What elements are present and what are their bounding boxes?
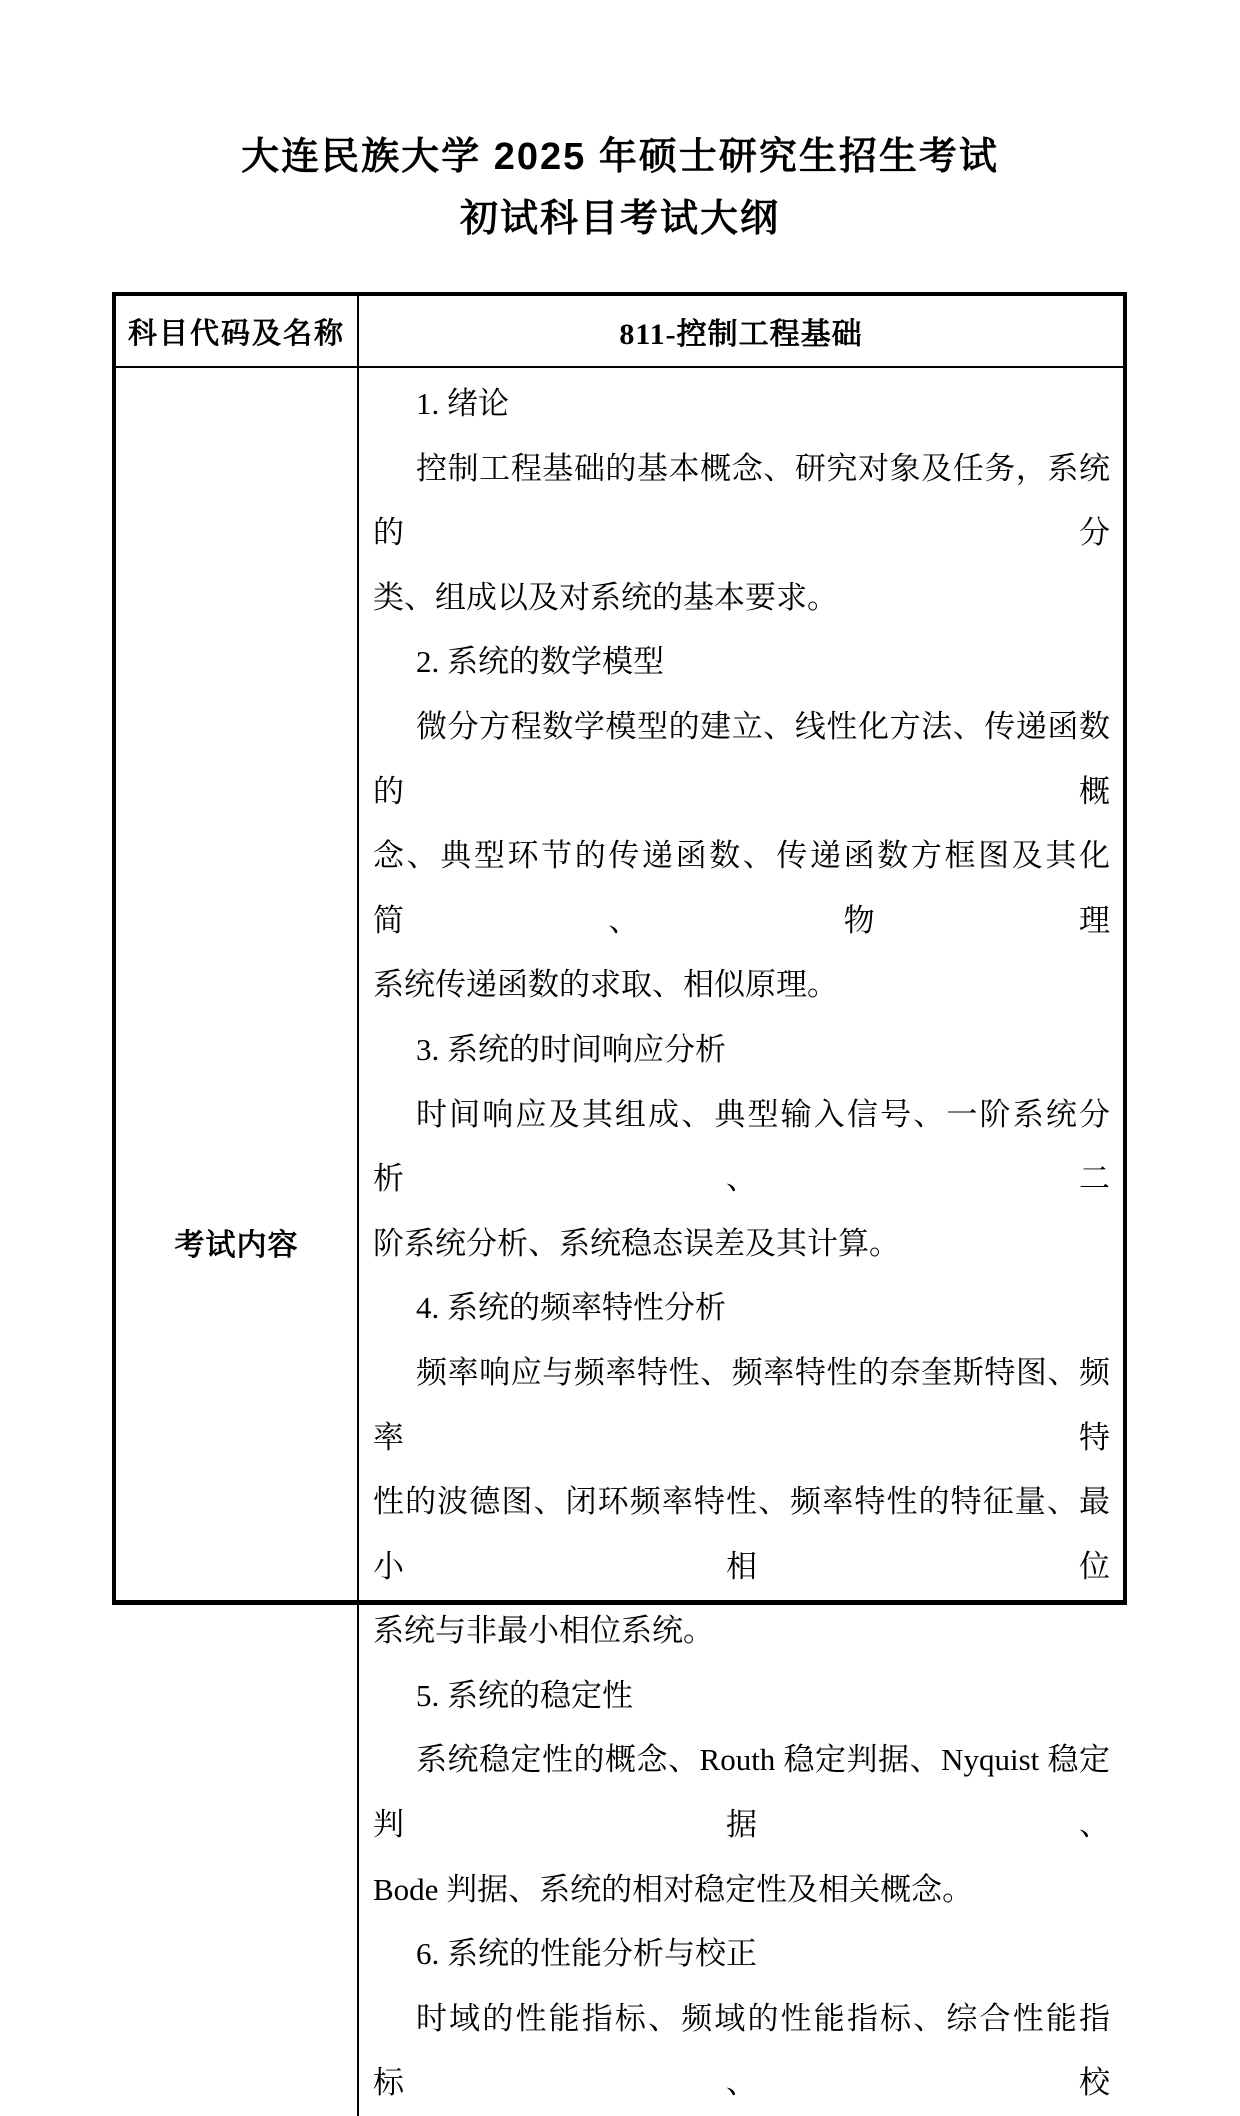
content-line: 念、典型环节的传递函数、传递函数方框图及其化简、物理 [373,838,1110,938]
subject-code-header-label: 科目代码及名称 [127,317,345,350]
content-line: 1. 绪论 [416,386,509,421]
content-line: 6. 系统的性能分析与校正 [416,1936,757,1972]
content-line: 系统传递函数的求取、相似原理。 [373,967,838,1003]
content-line: 时间响应及其组成、典型输入信号、一阶系统分析、二 [373,1096,1110,1197]
content-line: 类、组成以及对系统的基本要求。 [373,579,838,615]
content-line: 频率响应与频率特性、频率特性的奈奎斯特图、频率特 [373,1354,1110,1455]
subject-code-header-cell [116,296,359,368]
content-line: 系统与非最小相位系统。 [373,1613,714,1649]
exam-content-cell [359,368,1123,2116]
subject-code-value: 811-控制工程基础 [619,318,863,351]
content-line: 微分方程数学模型的建立、线性化方法、传递函数的概 [373,708,1110,809]
content-line: 性的波德图、闭环频率特性、频率特性的特征量、最小相位 [373,1484,1110,1584]
exam-syllabus-table [112,292,1127,2101]
exam-content-label-cell [116,368,359,2116]
content-line: 4. 系统的频率特性分析 [416,1290,726,1326]
document-title-line2: 初试科目考试大纲 [459,198,780,240]
content-line: 2. 系统的数学模型 [416,644,664,680]
content-line: 5. 系统的稳定性 [416,1677,633,1713]
content-line: Bode 判据、系统的相对稳定性及相关概念。 [373,1871,974,1907]
content-line: 3. 系统的时间响应分析 [416,1031,726,1067]
document-title [0,126,1240,250]
content-line: 阶系统分析、系统稳态误差及其计算。 [373,1225,900,1261]
exam-content-label: 考试内容 [174,1229,299,1263]
content-line: 控制工程基础的基本概念、研究对象及任务，系统的分 [373,450,1110,551]
document-title-line1: 大连民族大学 2025 年硕士研究生招生考试 [241,136,999,178]
subject-code-value-cell [359,296,1123,368]
content-line: 时域的性能指标、频域的性能指标、综合性能指标、校 [373,2000,1110,2101]
content-line: 系统稳定性的概念、Routh 稳定判据、Nyquist 稳定判据、 [373,1742,1110,1843]
